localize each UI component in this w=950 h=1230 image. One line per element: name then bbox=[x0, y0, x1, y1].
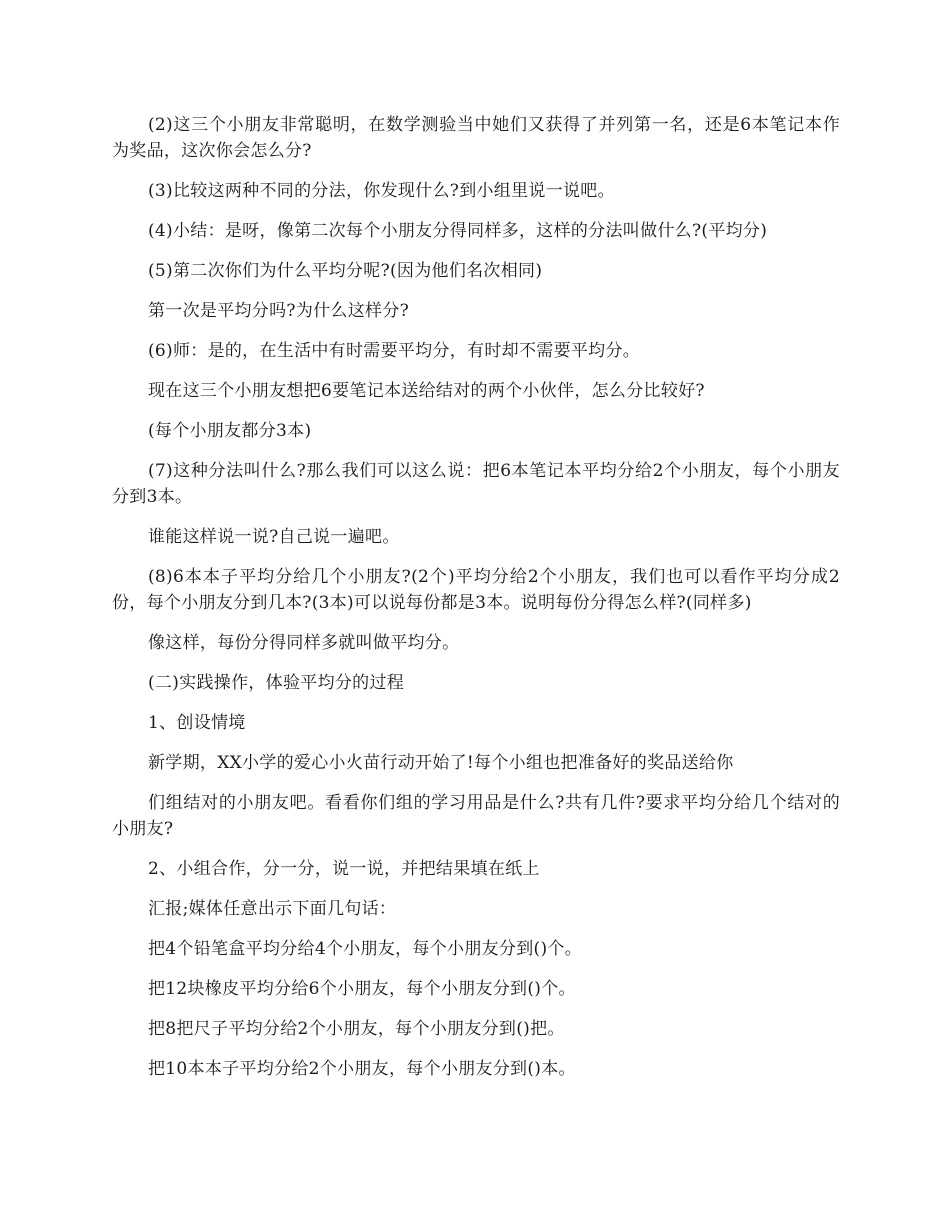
exercise-line: 把4个铅笔盒平均分给4个小朋友，每个小朋友分到()个。 bbox=[148, 939, 582, 959]
exercise-line: 把12块橡皮平均分给6个小朋友，每个小朋友分到()个。 bbox=[148, 979, 576, 999]
exercise-line: 把10本本子平均分给2个小朋友，每个小朋友分到()本。 bbox=[148, 1059, 576, 1079]
paragraph: (2)这三个小朋友非常聪明，在数学测验当中她们又获得了并列第一名，还是6本笔记本作为奖品，这次你会怎么分? bbox=[112, 115, 840, 161]
exercise-line: 把8把尺子平均分给2个小朋友，每个小朋友分到()把。 bbox=[148, 1019, 565, 1039]
sub-heading: 1、创设情境 bbox=[148, 713, 246, 733]
paragraph: 们组结对的小朋友吧。看看你们组的学习用品是什么?共有几件?要求平均分给几个结对的小朋友? bbox=[112, 793, 840, 839]
paragraph: (4)小结：是呀，像第二次每个小朋友分得同样多，这样的分法叫做什么?(平均分) bbox=[148, 221, 768, 241]
paragraph: 第一次是平均分吗?为什么这样分? bbox=[148, 301, 410, 321]
paragraph: 谁能这样说一说?自己说一遍吧。 bbox=[148, 527, 400, 547]
paragraph: 现在这三个小朋友想把6要笔记本送给结对的两个小伙伴，怎么分比较好? bbox=[148, 381, 705, 401]
paragraph: (3)比较这两种不同的分法，你发现什么?到小组里说一说吧。 bbox=[148, 181, 615, 201]
paragraph: (8)6本本子平均分给几个小朋友?(2个)平均分给2个小朋友，我们也可以看作平均分成2份，每个小朋友分到几本?(3本)可以说每份都是3本。说明每份分得怎么样?(同样多) bbox=[112, 567, 840, 613]
sub-heading: 2、小组合作，分一分，说一说，并把结果填在纸上 bbox=[148, 859, 540, 879]
paragraph: 像这样，每份分得同样多就叫做平均分。 bbox=[148, 633, 460, 653]
document-body bbox=[112, 112, 840, 1096]
paragraph: (每个小朋友都分3本) bbox=[148, 421, 312, 441]
paragraph: (7)这种分法叫什么?那么我们可以这么说：把6本笔记本平均分给2个小朋友，每个小朋友分到3本。 bbox=[112, 461, 840, 507]
section-heading: (二)实践操作，体验平均分的过程 bbox=[148, 673, 405, 693]
paragraph: 汇报;媒体任意出示下面几句话： bbox=[148, 899, 397, 919]
paragraph: 新学期，XX小学的爱心小火苗行动开始了!每个小组也把准备好的奖品送给你 bbox=[148, 753, 734, 773]
paragraph: (5)第二次你们为什么平均分呢?(因为他们名次相同) bbox=[148, 261, 543, 281]
paragraph: (6)师：是的，在生活中有时需要平均分，有时却不需要平均分。 bbox=[148, 341, 641, 361]
